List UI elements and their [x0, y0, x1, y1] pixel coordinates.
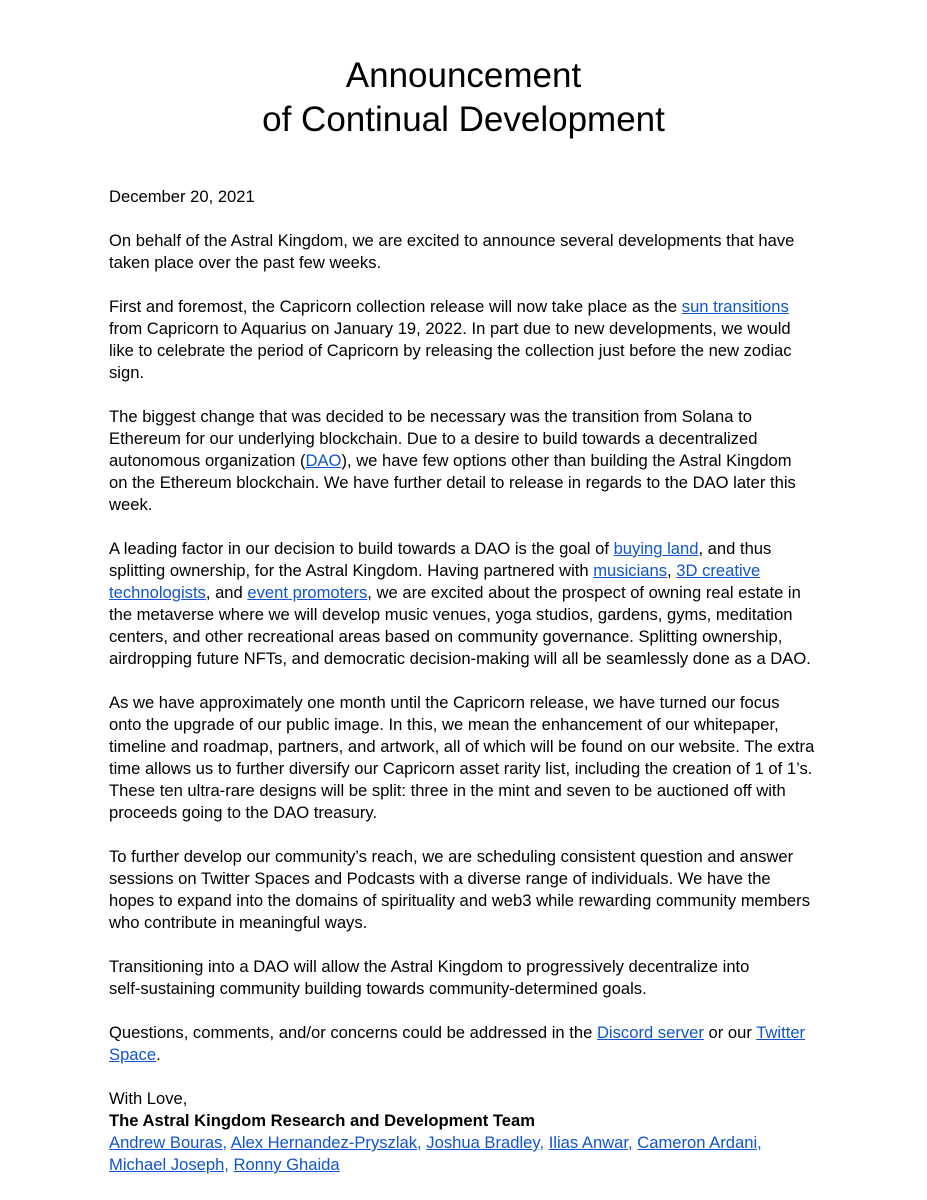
text-line — [109, 1022, 829, 1044]
paragraph-dao-transition — [109, 956, 829, 1000]
text-segment: , and — [205, 583, 248, 602]
link-3d-creative-technologists[interactable]: 3D creative — [676, 561, 761, 580]
paragraph-land — [109, 538, 829, 670]
signature-closing: With Love, — [109, 1089, 188, 1108]
text-segment: , and thus — [698, 539, 772, 558]
text-line: taken place over the past few weeks. — [109, 253, 382, 272]
signature-team: The Astral Kingdom Research and Development Team — [109, 1111, 536, 1130]
document-title — [0, 54, 927, 142]
text-segment: , — [667, 561, 677, 580]
text-line: Ethereum for our underlying blockchain. Due to a desire to build towards a decentralized — [109, 429, 758, 448]
signature-members-line-2 — [109, 1154, 829, 1176]
link-sun-transitions[interactable]: sun transitions — [681, 297, 789, 316]
paragraph-contact — [109, 1022, 829, 1066]
link-twitter-space-cont[interactable]: Space — [109, 1045, 157, 1064]
text-line: sign. — [109, 363, 145, 382]
text-line: on the Ethereum blockchain. We have further detail to release in regards to the DAO later this — [109, 473, 796, 492]
signature-block — [109, 1088, 829, 1176]
text-segment: , we are excited about the prospect of owning real estate in — [367, 583, 801, 602]
text-line — [109, 296, 829, 318]
text-line: who contribute in meaningful ways. — [109, 913, 368, 932]
member-link[interactable]: Cameron Ardani, — [637, 1133, 762, 1152]
text-line: airdropping future NFTs, and democratic decision-making will all be seamlessly done as a DAO. — [109, 649, 811, 668]
text-segment: A leading factor in our decision to build towards a DAO is the goal of — [109, 539, 614, 558]
text-line: sessions on Twitter Spaces and Podcasts with a diverse range of individuals. We have the — [109, 869, 771, 888]
text-line: centers, and other recreational areas based on community governance. Splitting ownership, — [109, 627, 783, 646]
paragraph-intro — [109, 230, 829, 274]
text-line: hopes to expand into the domains of spirituality and web3 while rewarding community members — [109, 891, 810, 910]
text-line: self-sustaining community building towards community-determined goals. — [109, 979, 647, 998]
document-body — [109, 186, 829, 1176]
title-line-1: Announcement — [345, 56, 582, 95]
paragraph-community — [109, 846, 829, 934]
text-line: proceeds going to the DAO treasury. — [109, 803, 378, 822]
text-line — [109, 582, 829, 604]
text-line: time allows us to further diversify our Capricorn asset rarity list, including the creation of 1 of 1’s. — [109, 759, 813, 778]
member-link[interactable]: Alex Hernandez-Pryszlak, — [230, 1133, 422, 1152]
text-line: week. — [109, 495, 153, 514]
signature-members-line-1 — [109, 1132, 829, 1154]
link-buying-land[interactable]: buying land — [613, 539, 699, 558]
link-discord-server[interactable]: Discord server — [596, 1023, 704, 1042]
text-segment: Questions, comments, and/or concerns could be addressed in the — [109, 1023, 597, 1042]
text-line: As we have approximately one month until the Capricorn release, we have turned our focus — [109, 693, 780, 712]
member-link[interactable]: Michael Joseph, — [109, 1155, 229, 1174]
text-line: On behalf of the Astral Kingdom, we are excited to announce several developments that have — [109, 231, 795, 250]
text-line: timeline and roadmap, partners, and artwork, all of which will be found on our website. The extra — [109, 737, 815, 756]
text-line: the metaverse where we will develop music venues, yoga studios, gardens, gyms, meditation — [109, 605, 793, 624]
text-line — [109, 560, 829, 582]
text-line: from Capricorn to Aquarius on January 19, 2022. In part due to new developments, we would — [109, 319, 791, 338]
text-line — [109, 538, 829, 560]
paragraph-blockchain — [109, 406, 829, 516]
text-segment: First and foremost, the Capricorn collection release will now take place as the — [109, 297, 682, 316]
member-link[interactable]: Joshua Bradley, — [426, 1133, 545, 1152]
date-line: December 20, 2021 — [109, 187, 255, 206]
link-twitter-space[interactable]: Twitter — [756, 1023, 806, 1042]
link-3d-creative-technologists-cont[interactable]: technologists — [109, 583, 206, 602]
text-segment: or our — [703, 1023, 757, 1042]
member-link[interactable]: Ronny Ghaida — [233, 1155, 340, 1174]
member-link[interactable]: Andrew Bouras, — [109, 1133, 228, 1152]
text-segment: splitting ownership, for the Astral Kingdom. Having partnered with — [109, 561, 594, 580]
paragraph-release-date — [109, 296, 829, 384]
member-link[interactable]: Ilias Anwar, — [548, 1133, 633, 1152]
text-line: To further develop our community’s reach, we are scheduling consistent question and answer — [109, 847, 794, 866]
text-segment: . — [156, 1045, 161, 1064]
text-line: These ten ultra-rare designs will be split: three in the mint and seven to be auctioned off with — [109, 781, 786, 800]
text-line: like to celebrate the period of Capricorn by releasing the collection just before the new zodiac — [109, 341, 792, 360]
paragraph-public-image — [109, 692, 829, 824]
text-segment: ), we have few options other than building the Astral Kingdom — [341, 451, 792, 470]
link-dao[interactable]: DAO — [305, 451, 342, 470]
title-line-2: of Continual Development — [262, 100, 665, 139]
text-line — [109, 1044, 829, 1066]
link-musicians[interactable]: musicians — [593, 561, 668, 580]
text-line: Transitioning into a DAO will allow the Astral Kingdom to progressively decentralize into — [109, 957, 750, 976]
text-segment: autonomous organization ( — [109, 451, 306, 470]
link-event-promoters[interactable]: event promoters — [247, 583, 368, 602]
text-line: The biggest change that was decided to be necessary was the transition from Solana to — [109, 407, 752, 426]
text-line — [109, 450, 829, 472]
text-line: onto the upgrade of our public image. In this, we mean the enhancement of our whitepaper, — [109, 715, 779, 734]
